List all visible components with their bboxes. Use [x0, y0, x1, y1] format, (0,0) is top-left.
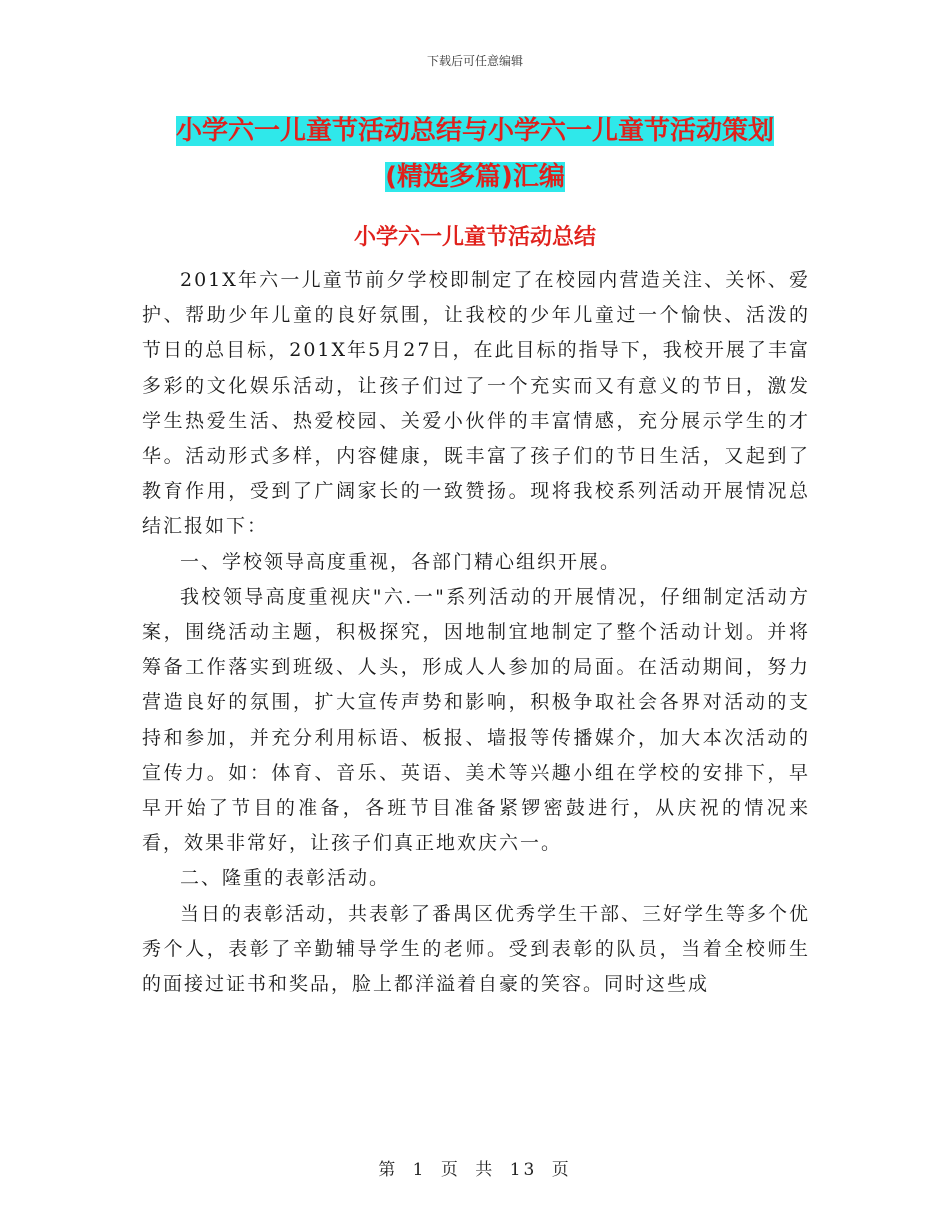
paragraph: 二、隆重的表彰活动。	[180, 867, 391, 890]
paragraph: 我校领导高度重视庆"六.一"系列活动的开展情况，仔细制定活动方案，围绕活动主题，积极探究，因地制宜地制定了整个活动计划。并将筹备工作落实到班级、人头，形成人人参加的局面。在活动期间，努力营造良好的氛围，扩大宣传声势和影响，积极争取社会各界对活动的支持和参加，并充分利用标语、板报、墙报等传播媒介，加大本次活动的宣传力。如：体育、音乐、英语、美术等兴趣小组在学校的安排下，早早开始了节目的准备，各班节目准备紧锣密鼓进行，从庆祝的情况来看，效果非常好，让孩子们真正地欢庆六一。	[142, 585, 810, 855]
page-footer: 第 1 页 共 13 页	[378, 1160, 572, 1180]
section-title: 小学六一儿童节活动总结	[353, 225, 596, 250]
paragraph: 一、学校领导高度重视，各部门精心组织开展。	[180, 550, 622, 573]
title-line-1: 小学六一儿童节活动总结与小学六一儿童节活动策划	[175, 116, 774, 146]
header-note: 下载后可任意编辑	[426, 54, 523, 68]
body-text	[142, 263, 810, 1002]
paragraph: 当日的表彰活动，共表彰了番禺区优秀学生干部、三好学生等多个优秀个人，表彰了辛勤辅导学生的老师。受到表彰的队员，当着全校师生的面接过证书和奖品，脸上都洋溢着自豪的笑容。同时这些成	[142, 902, 811, 996]
document-title	[140, 108, 810, 200]
title-line-2: (精选多篇)汇编	[385, 162, 565, 192]
paragraph: 201X年六一儿童节前夕学校即制定了在校园内营造关注、关怀、爱护、帮助少年儿童的良好氛围，让我校的少年儿童过一个愉快、活泼的节日的总目标，201X年5月27日，在此目标的指导下，我校开展了丰富多彩的文化娱乐活动，让孩子们过了一个充实而又有意义的节日，激发学生热爱生活、热爱校园、关爱小伙伴的丰富情感，充分展示学生的才华。活动形式多样，内容健康，既丰富了孩子们的节日生活，又起到了教育作用，受到了广阔家长的一致赞扬。现将我校系列活动开展情况总结汇报如下：	[142, 269, 810, 538]
